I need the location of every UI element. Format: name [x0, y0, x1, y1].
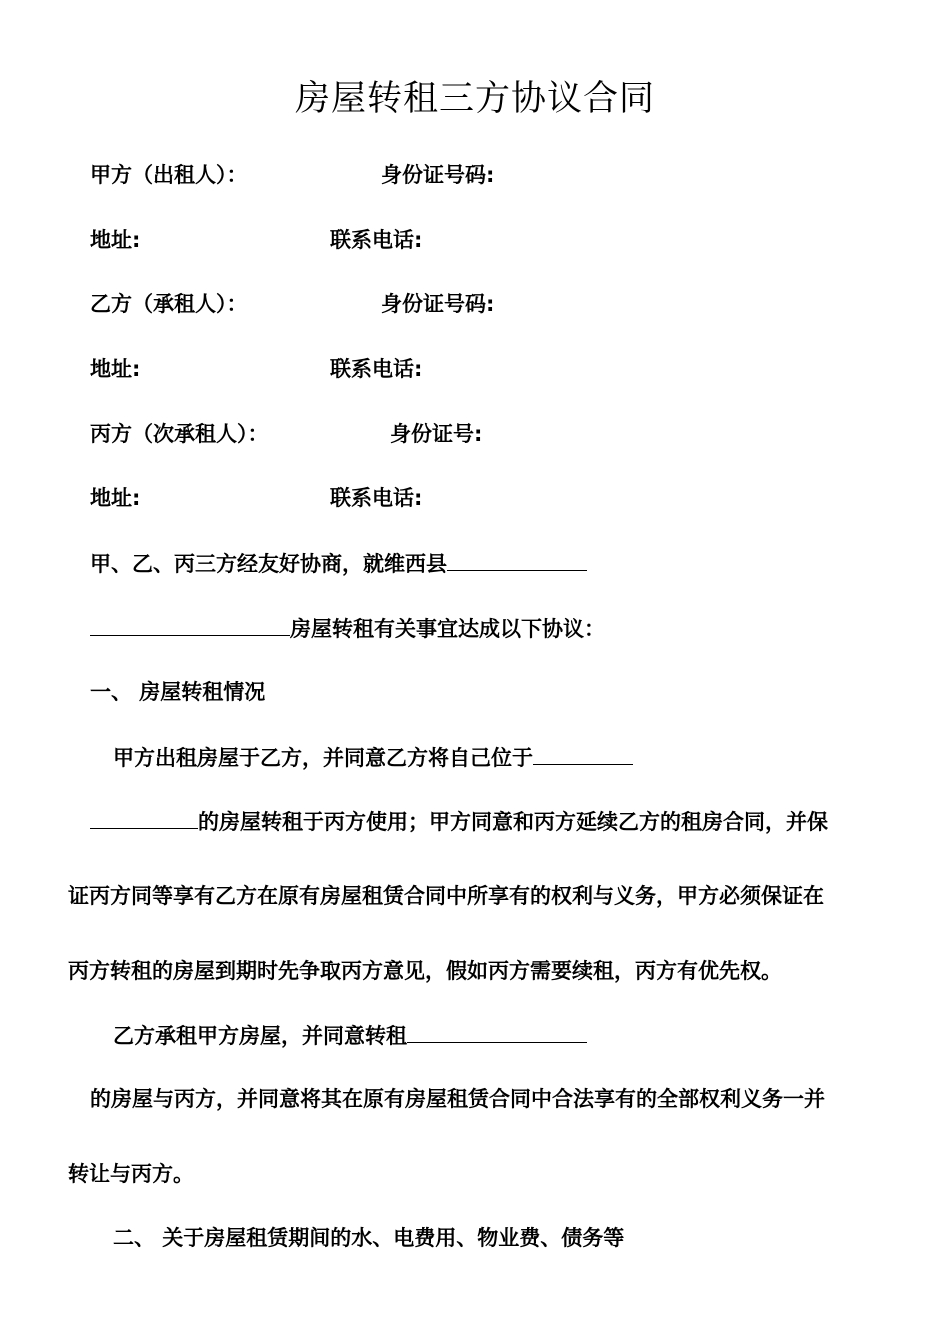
party-b-id-label: 身份证号码:	[381, 292, 495, 316]
county-blank	[447, 548, 587, 571]
sublet-blank	[407, 1020, 587, 1043]
document-title: 房屋转租三方协议合同	[294, 79, 655, 119]
party-b-label: 乙方（承租人）：	[90, 292, 248, 316]
s1-p1-text-a: 甲方出租房屋于乙方，并同意乙方将自己位于	[113, 746, 533, 770]
intro-text-2: 房屋转租有关事宜达成以下协议：	[290, 617, 605, 641]
address-blank	[90, 613, 290, 636]
party-a-label: 甲方（出租人）：	[90, 163, 248, 187]
s1-p1-text-b: 的房屋转租于丙方使用；甲方同意和丙方延续乙方的租房合同，并保	[198, 810, 828, 834]
party-c-label: 丙方（次承租人）：	[90, 422, 269, 446]
s1-p1-line-d: 丙方转租的房屋到期时先争取丙方意见，假如丙方需要续租，丙方有优先权。	[68, 959, 782, 983]
party-b-address-label: 地址:	[90, 357, 141, 381]
intro-line-2	[90, 613, 605, 644]
s1-p1-line-c: 证丙方同等享有乙方在原有房屋租赁合同中所享有的权利与义务，甲方必须保证在	[68, 884, 824, 908]
section-2-heading: 二、 关于房屋租赁期间的水、电费用、物业费、债务等	[113, 1226, 625, 1250]
party-c-address-label: 地址:	[90, 486, 141, 510]
party-c-phone-label: 联系电话:	[330, 486, 423, 510]
intro-line-1	[90, 548, 587, 579]
s1-p1-line-a	[113, 742, 633, 773]
party-a-phone-label: 联系电话:	[330, 228, 423, 252]
party-b-phone-label: 联系电话:	[330, 357, 423, 381]
s1-p2-line-b: 的房屋与丙方，并同意将其在原有房屋租赁合同中合法享有的全部权利义务一并	[90, 1087, 825, 1111]
s1-p2-line-a	[113, 1020, 587, 1051]
s1-p2-line-c: 转让与丙方。	[68, 1162, 194, 1186]
party-a-address-label: 地址:	[90, 228, 141, 252]
intro-text-1: 甲、乙、丙三方经友好协商，就维西县	[90, 552, 447, 576]
s1-p2-text-a: 乙方承租甲方房屋，并同意转租	[113, 1024, 407, 1048]
party-a-id-label: 身份证号码:	[381, 163, 495, 187]
location-blank-2	[90, 806, 198, 829]
party-c-id-label: 身份证号:	[390, 422, 483, 446]
s1-p1-line-b	[90, 806, 828, 837]
location-blank	[533, 742, 633, 765]
section-1-heading: 一、 房屋转租情况	[90, 680, 266, 704]
